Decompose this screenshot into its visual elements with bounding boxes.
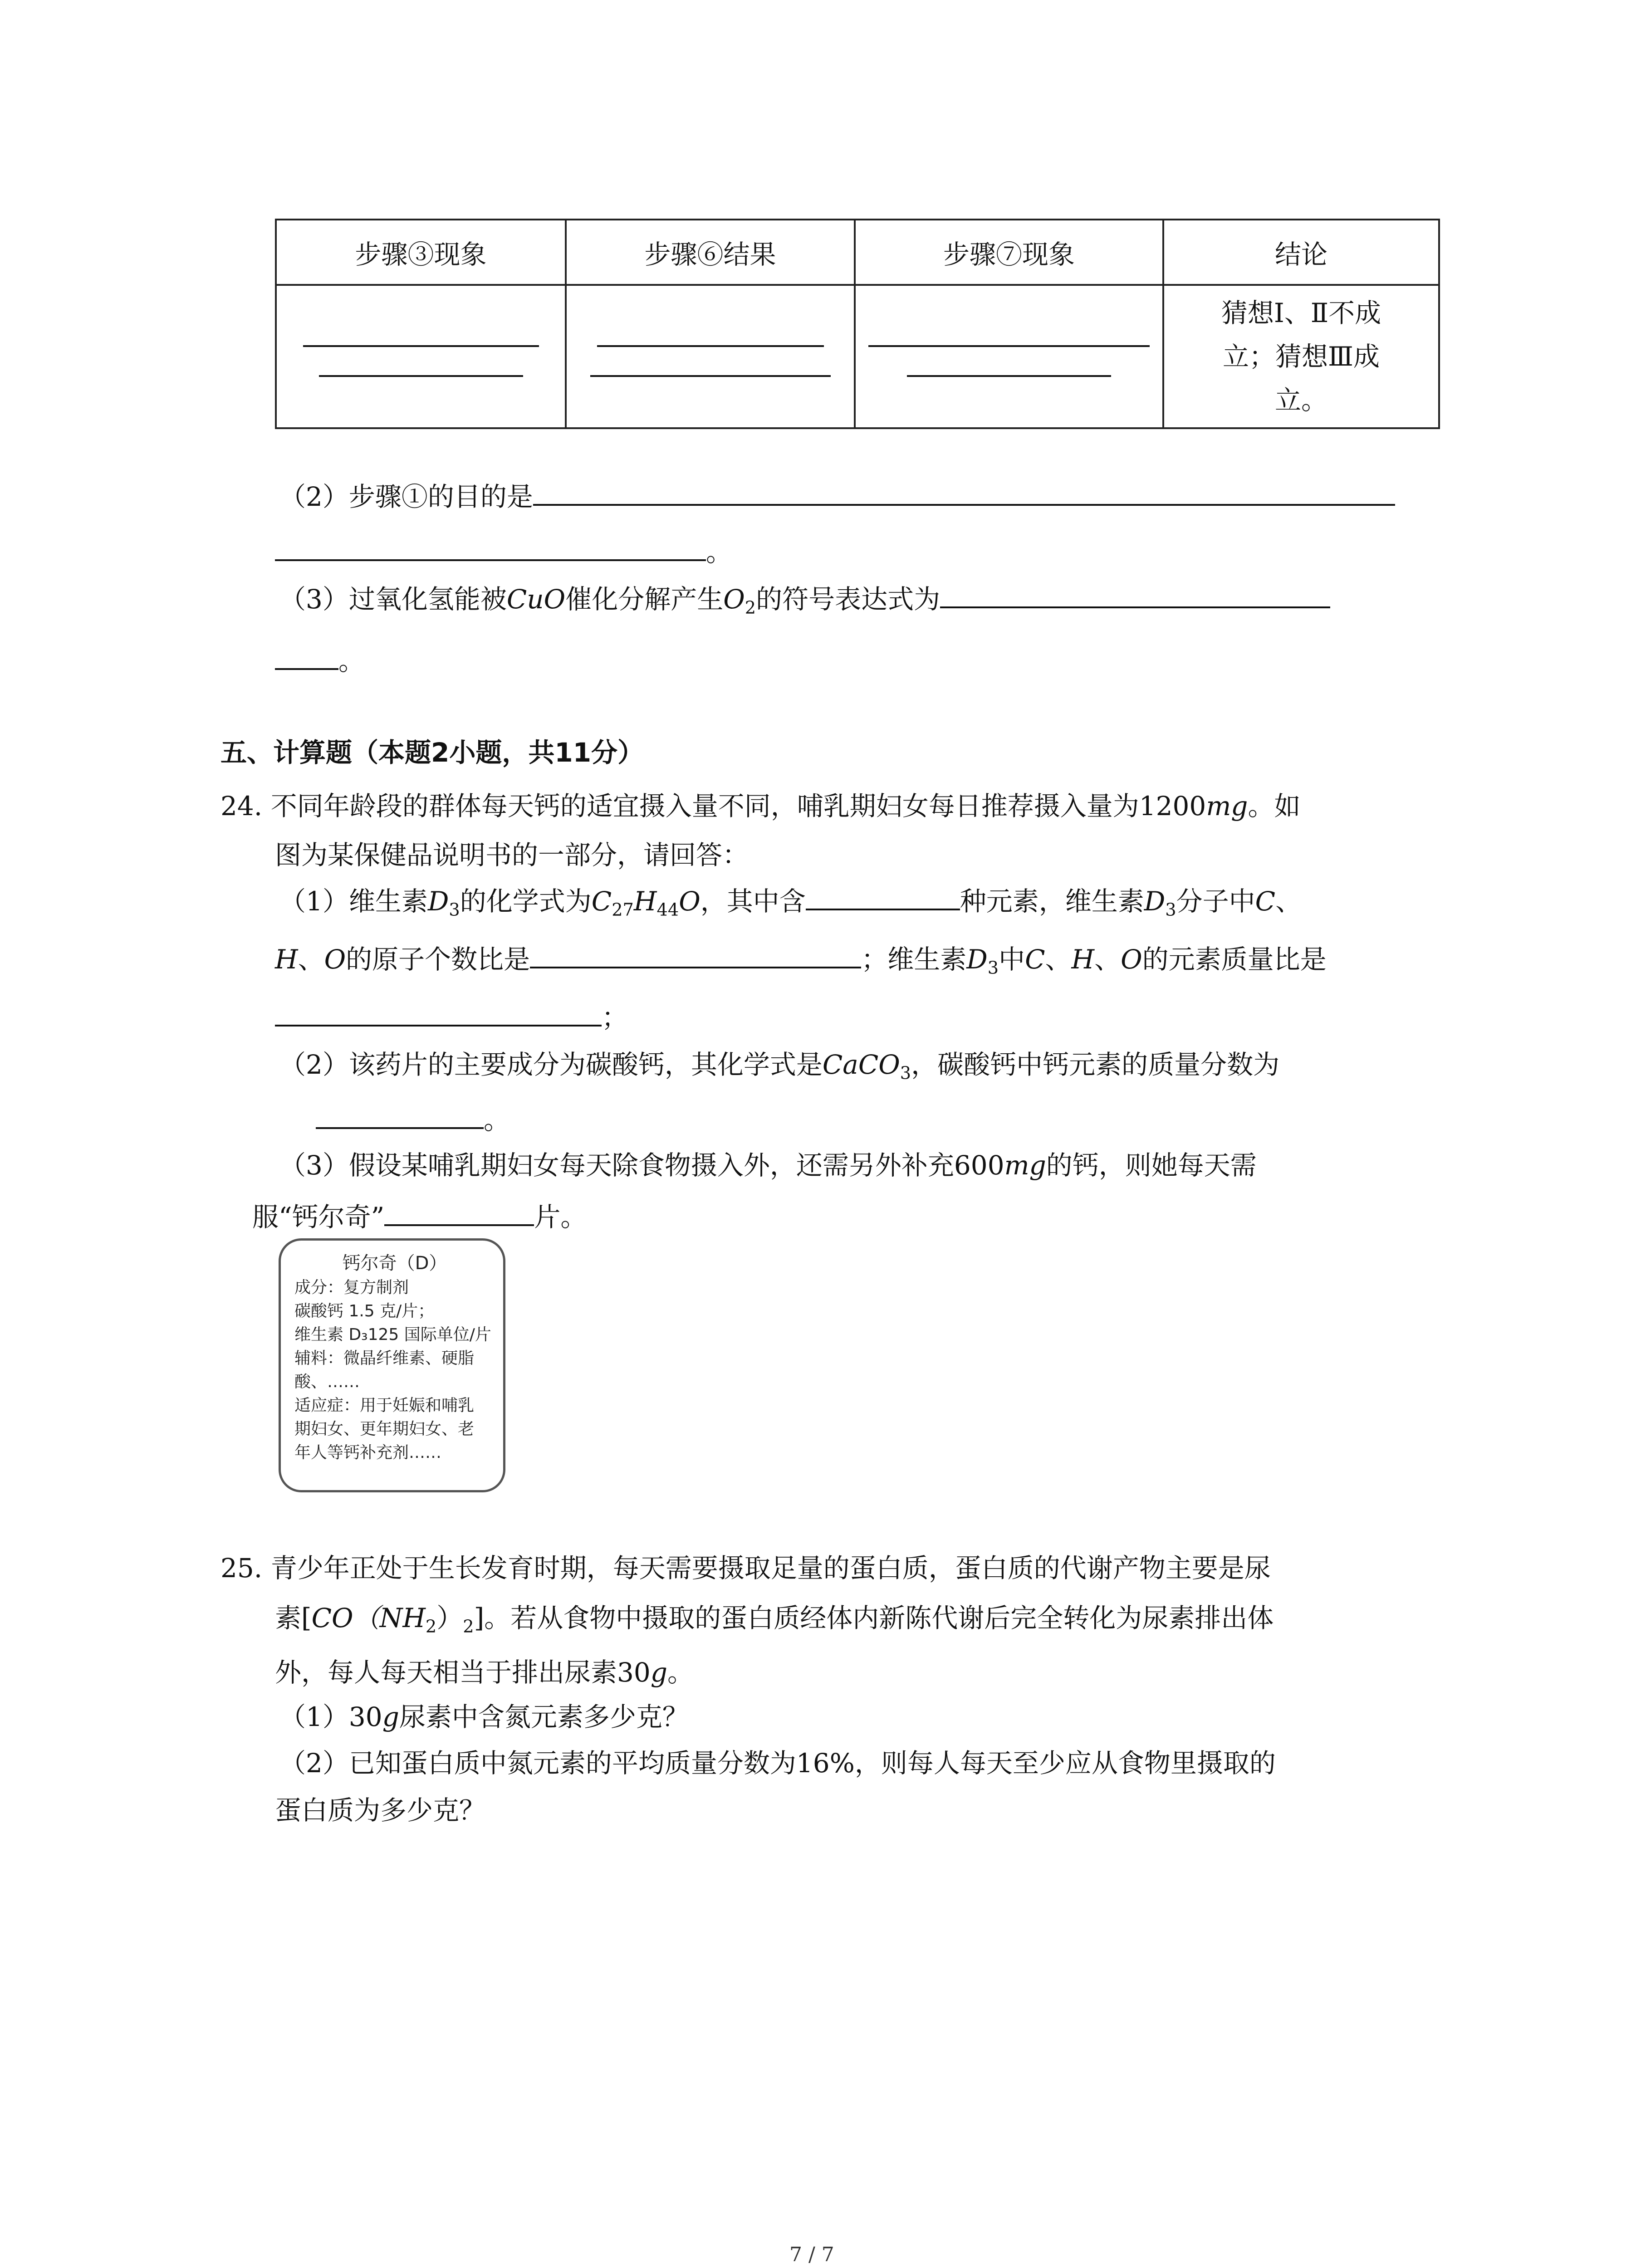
answer-blank[interactable] [806, 884, 960, 910]
answer-cell [855, 285, 1163, 428]
answer-blank[interactable] [590, 375, 831, 377]
q24-part2: （2）该药片的主要成分为碳酸钙，其化学式是CaCO$_3$，碳酸钙中钙元素的质量分数为 [279, 1049, 1280, 1084]
q24-part1-cont: H、O的原子个数比是 ；维生素$D_3$中C、H、O的元素质量比是 [275, 938, 1327, 978]
q25-line3: 外，每人每天相当于排出尿素30g。 [275, 1657, 694, 1688]
q24-line2: 图为某保健品说明书的一部分，请回答： [275, 840, 749, 870]
supplement-label [279, 1238, 505, 1492]
q23-part2-cont: 。 [275, 531, 732, 569]
experiment-table [275, 219, 1440, 429]
label-title: 钙尔奇（D） [342, 1253, 447, 1274]
answer-blank[interactable] [384, 1199, 534, 1226]
table-header-cell: 结论 [1163, 220, 1439, 285]
label-line: 酸、…… [294, 1373, 360, 1391]
q23-part2: （2）步骤①的目的是 [279, 475, 1395, 513]
q24-part3-cont: 服“钙尔奇” 片。 [252, 1196, 587, 1234]
answer-cell [276, 285, 566, 428]
conclusion-cell [1163, 285, 1439, 428]
answer-blank[interactable] [316, 1102, 484, 1129]
table-header-cell: 步骤⑥结果 [566, 220, 855, 285]
label-line: 适应症：用于妊娠和哺乳 [294, 1396, 475, 1415]
answer-blank[interactable] [275, 643, 338, 670]
q24-part3: （3）假设某哺乳期妇女每天除食物摄入外，还需另外补充600mg的钙，则她每天需 [279, 1150, 1257, 1181]
answer-blank[interactable] [533, 479, 1395, 506]
q25-part2-cont: 蛋白质为多少克？ [275, 1795, 486, 1826]
q24-line1: 24. 不同年龄段的群体每天钙的适宜摄入量不同，哺乳期妇女每日推荐摄入量为1200mg。如 [220, 791, 1301, 821]
label-line: 成分：复方制剂 [294, 1278, 409, 1297]
answer-cell [566, 285, 855, 428]
answer-blank[interactable] [940, 582, 1330, 608]
label-line: 期妇女、更年期妇女、老 [294, 1420, 475, 1438]
q23-part3: （3）过氧化氢能被CuO催化分解产生$O_2$的符号表达式为 [279, 578, 1330, 618]
q23-part3-cont: 。 [275, 640, 365, 678]
table-header-cell: 步骤③现象 [276, 220, 566, 285]
answer-blank[interactable] [275, 1000, 602, 1026]
q24-part1: （1）维生素$D_3$的化学式为$C_{27}H_{44}O$，其中含 种元素，维生素$D_3$分子中C、 [279, 880, 1302, 920]
label-line: 碳酸钙 1.5 克/片； [294, 1302, 435, 1320]
question-number: 24. [220, 791, 263, 821]
answer-blank[interactable] [530, 942, 861, 968]
q25-part1: （1）30g尿素中含氮元素多少克？ [279, 1701, 689, 1732]
label-line: 年人等钙补充剂…… [294, 1443, 442, 1462]
answer-blank[interactable] [907, 375, 1111, 377]
q25-line2: 素$[CO(NH_2)_2]$。若从食物中摄取的蛋白质经体内新陈代谢后完全转化为尿素排出体 [275, 1603, 1274, 1637]
q25-line1: 25. 青少年正处于生长发育时期，每天需要摄取足量的蛋白质，蛋白质的代谢产物主要是尿 [220, 1553, 1271, 1584]
conclusion-line: 立；猜想Ⅲ成 [1223, 341, 1380, 372]
conclusion-line: 猜想Ⅰ、Ⅱ不成 [1221, 298, 1381, 328]
q24-part1-cont2: ； [275, 996, 628, 1034]
answer-blank[interactable] [319, 375, 523, 377]
answer-blank[interactable] [303, 345, 539, 347]
table-header-cell: 步骤⑦现象 [855, 220, 1163, 285]
label-line: 维生素 D₃125 国际单位/片 [294, 1325, 491, 1344]
label-line: 辅料：微晶纤维素、硬脂 [294, 1349, 475, 1368]
answer-blank[interactable] [275, 534, 706, 561]
question-number: 25. [220, 1553, 263, 1584]
conclusion-line: 立。 [1274, 385, 1327, 415]
q25-part2: （2）已知蛋白质中氮元素的平均质量分数为16%，则每人每天至少应从食物里摄取的 [279, 1748, 1276, 1779]
page-number: 7 / 7 [789, 2243, 834, 2266]
section-heading: 五、计算题（本题2小题，共11分） [220, 737, 644, 768]
answer-blank[interactable] [597, 345, 824, 347]
q24-part2-cont: 。 [316, 1099, 510, 1137]
answer-blank[interactable] [868, 345, 1150, 347]
